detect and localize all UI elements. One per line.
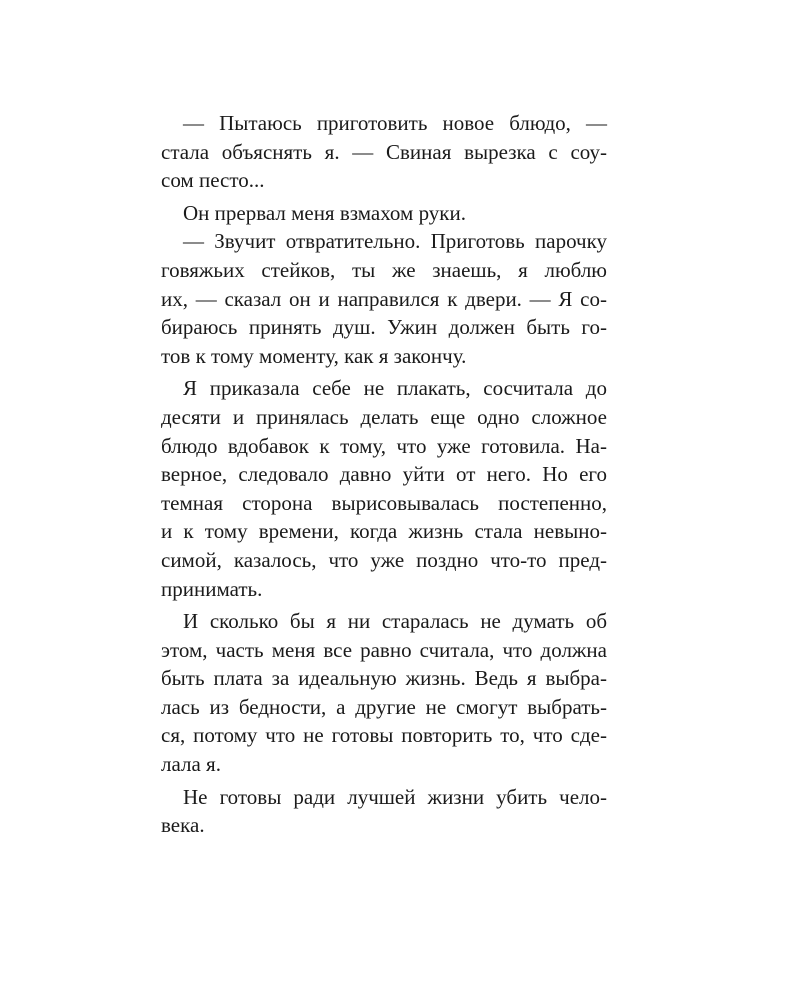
text-line: симой, казалось, что уже поздно что-то пред- xyxy=(161,547,607,572)
text-line: говяжьих стейков, ты же знаешь, я люблю xyxy=(161,257,607,282)
text-line: принимать. xyxy=(161,576,263,601)
text-line: Он прервал меня взмахом руки. xyxy=(183,200,466,225)
text-line: верное, следовало давно уйти от него. Но его xyxy=(161,462,607,487)
text-line: ся, потому что не готовы повторить то, что сде- xyxy=(161,723,607,748)
text-line: И сколько бы я ни старалась не думать об xyxy=(183,609,607,634)
text-line: десяти и принялась делать еще одно сложное xyxy=(161,404,607,429)
text-line: блюдо вдобавок к тому, что уже готовила. На- xyxy=(161,433,607,458)
text-line: бираюсь принять душ. Ужин должен быть го- xyxy=(161,315,607,340)
text-line: века. xyxy=(161,813,205,838)
text-line: быть плата за идеальную жизнь. Ведь я выбра- xyxy=(161,666,607,691)
text-line: — Пытаюсь приготовить новое блюдо, — xyxy=(183,111,607,135)
text-line: лала я. xyxy=(161,752,221,777)
text-line: сом песто... xyxy=(161,168,265,193)
text-line: тов к тому моменту, как я закончу. xyxy=(161,343,467,368)
text-line: и к тому времени, когда жизнь стала невыно- xyxy=(161,519,607,544)
text-line: их, — сказал он и направился к двери. — Я со- xyxy=(161,286,607,311)
text-line: лась из бедности, а другие не смогут выбрать- xyxy=(161,694,607,719)
text-line: темная сторона вырисовывалась постепенно, xyxy=(161,490,607,515)
text-line: Я приказала себе не плакать, сосчитала до xyxy=(183,376,607,401)
text-line: — Звучит отвратительно. Приготовь парочку xyxy=(183,229,607,254)
text-line: стала объяснять я. — Свиная вырезка с соу- xyxy=(161,139,607,164)
text-line: этом, часть меня все равно считала, что должна xyxy=(161,637,607,662)
page-text xyxy=(161,109,607,840)
text-line: Не готовы ради лучшей жизни убить чело- xyxy=(183,784,607,809)
